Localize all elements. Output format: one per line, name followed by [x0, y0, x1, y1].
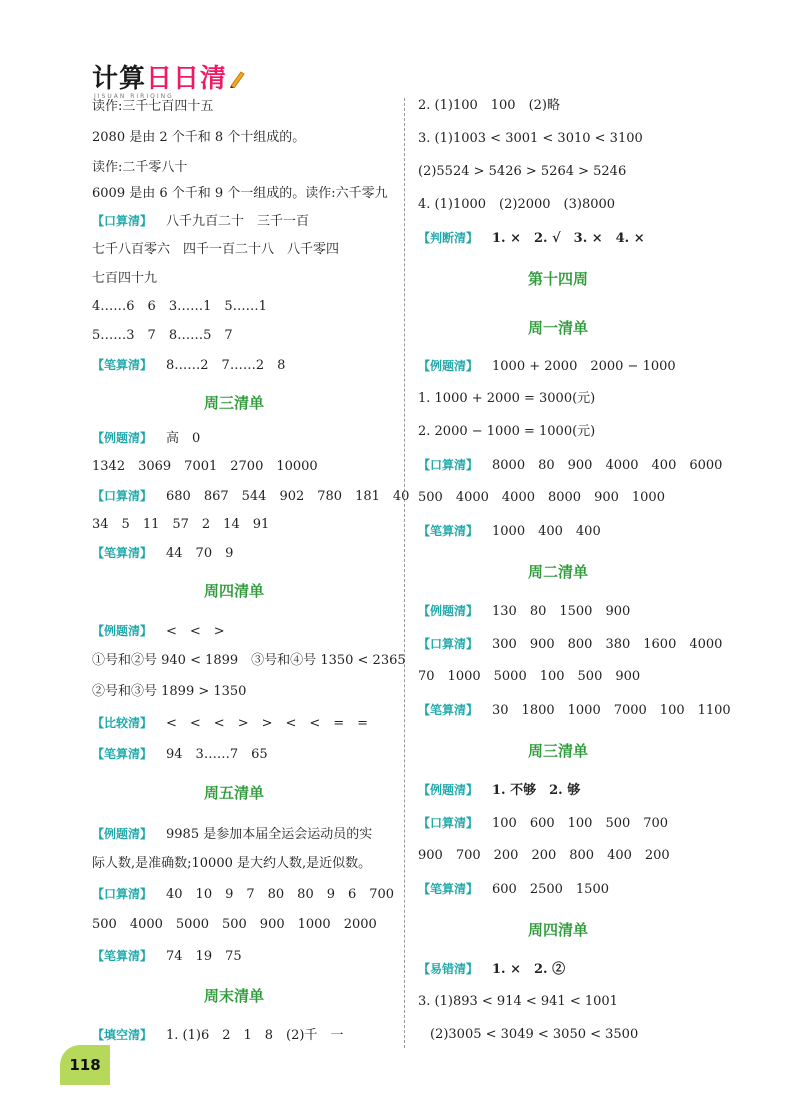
text-line: 【例题清】 130 80 1500 900	[418, 604, 631, 619]
text-line: 【口算清】 300 900 800 380 1600 4000	[418, 637, 723, 652]
heading-thursday: 周四清单	[204, 582, 265, 600]
text-line: 七千八百零六 四千一百二十八 八千零四	[92, 242, 340, 257]
text-line: 七百四十九	[92, 271, 158, 286]
text-line: 【例题清】 1000 + 2000 2000 − 1000	[418, 359, 676, 374]
pencil-icon	[229, 70, 245, 88]
text-line: 【笔算清】 8……2 7……2 8	[92, 358, 286, 373]
text-line: 【口算清】 100 600 100 500 700	[418, 816, 669, 831]
text-line: (2)3005 < 3049 < 3050 < 3500	[430, 1027, 639, 1042]
text-line: 900 700 200 200 800 400 200	[418, 848, 670, 863]
text-line: 2080 是由 2 个千和 8 个十组成的。	[92, 130, 306, 145]
section-tag: 【例题清】	[92, 431, 153, 445]
text-line: ①号和②号 940 < 1899 ③号和④号 1350 < 2365	[92, 653, 406, 668]
text-line: 2. 2000 − 1000 = 1000(元)	[418, 424, 596, 439]
text-line: 【易错清】 1. × 2. ②	[418, 962, 566, 977]
heading-weekend: 周末清单	[204, 987, 265, 1005]
text-line: 6009 是由 6 个千和 9 个一组成的。读作:六千零九	[92, 186, 388, 201]
column-divider	[404, 98, 405, 1048]
text-line: 70 1000 5000 100 500 900	[418, 669, 641, 684]
text-line: 5……3 7 8……5 7	[92, 328, 233, 343]
text-line: 读作:二千零八十	[92, 160, 188, 175]
text-line: 500 4000 5000 500 900 1000 2000	[92, 917, 377, 932]
text-line: 2. (1)100 100 (2)略	[418, 98, 560, 113]
text-line: 1. 1000 + 2000 = 3000(元)	[418, 391, 596, 406]
heading-monday: 周一清单	[528, 319, 589, 337]
section-tag: 【口算清】	[418, 458, 479, 472]
section-tag: 【口算清】	[92, 489, 153, 503]
text-line: 【笔算清】 600 2500 1500	[418, 882, 609, 897]
text-line: 【笔算清】 44 70 9	[92, 546, 234, 561]
text-line: ②号和③号 1899 > 1350	[92, 684, 247, 699]
heading-wednesday: 周三清单	[204, 394, 265, 412]
section-tag: 【口算清】	[418, 637, 479, 651]
text-line: 【例题清】 1. 不够 2. 够	[418, 783, 581, 798]
text-line: (2)5524 > 5426 > 5264 > 5246	[418, 164, 627, 179]
section-tag: 【口算清】	[92, 214, 153, 228]
heading-week-14: 第十四周	[528, 270, 589, 288]
text-line: 4……6 6 3……1 5……1	[92, 299, 267, 314]
page-number: 118	[60, 1045, 110, 1085]
text-line: 【笔算清】 74 19 75	[92, 949, 242, 964]
section-tag: 【口算清】	[92, 887, 153, 901]
section-tag: 【例题清】	[92, 827, 153, 841]
text-line: 【笔算清】 1000 400 400	[418, 524, 601, 539]
text-line: 3. (1)1003 < 3001 < 3010 < 3100	[418, 131, 643, 146]
text-line: 【例题清】 9985 是参加本届全运会运动员的实	[92, 827, 373, 842]
text-line: 【判断清】 1. × 2. √ 3. × 4. ×	[418, 231, 645, 246]
text-line: 际人数,是准确数;10000 是大约人数,是近似数。	[92, 856, 372, 871]
section-tag: 【易错清】	[418, 962, 479, 976]
section-tag: 【口算清】	[418, 816, 479, 830]
text-line: 1342 3069 7001 2700 10000	[92, 459, 318, 474]
text-line: 【例题清】 < < >	[92, 624, 225, 639]
text-line: 【口算清】 680 867 544 902 780 181 40	[92, 489, 410, 504]
heading-wednesday: 周三清单	[528, 742, 589, 760]
section-tag: 【笔算清】	[418, 524, 479, 538]
text-line: 3. (1)893 < 914 < 941 < 1001	[418, 994, 618, 1009]
heading-thursday: 周四清单	[528, 921, 589, 939]
section-tag: 【笔算清】	[418, 703, 479, 717]
section-tag: 【比较清】	[92, 716, 153, 730]
section-tag: 【笔算清】	[92, 546, 153, 560]
section-tag: 【笔算清】	[418, 882, 479, 896]
text-line: 【口算清】 40 10 9 7 80 80 9 6 700	[92, 887, 395, 902]
text-line: 500 4000 4000 8000 900 1000	[418, 490, 665, 505]
text-line: 【例题清】 高 0	[92, 431, 201, 446]
logo-subtitle: JISUAN RIRIQING	[94, 93, 174, 100]
text-line: 【填空清】 1. (1)6 2 1 8 (2)千 一	[92, 1028, 344, 1043]
section-tag: 【例题清】	[418, 359, 479, 373]
text-line: 34 5 11 57 2 14 91	[92, 517, 270, 532]
section-tag: 【例题清】	[92, 624, 153, 638]
section-tag: 【笔算清】	[92, 949, 153, 963]
text-line: 【口算清】 8000 80 900 4000 400 6000	[418, 458, 723, 473]
heading-friday: 周五清单	[204, 784, 265, 802]
section-tag: 【笔算清】	[92, 358, 153, 372]
section-tag: 【例题清】	[418, 604, 479, 618]
heading-tuesday: 周二清单	[528, 563, 589, 581]
text-line: 【口算清】 八千九百二十 三千一百	[92, 214, 310, 229]
text-line: 【笔算清】 30 1800 1000 7000 100 1100	[418, 703, 731, 718]
section-tag: 【例题清】	[418, 783, 479, 797]
text-line: 读作:三千七百四十五	[92, 99, 214, 114]
section-tag: 【笔算清】	[92, 747, 153, 761]
section-tag: 【填空清】	[92, 1028, 153, 1042]
text-line: 【笔算清】 94 3……7 65	[92, 747, 268, 762]
book-logo	[92, 62, 245, 94]
section-tag: 【判断清】	[418, 231, 479, 245]
text-line: 4. (1)1000 (2)2000 (3)8000	[418, 197, 616, 212]
text-line: 【比较清】 < < < > > < < = =	[92, 716, 369, 731]
logo-title: 计算日日清	[92, 64, 228, 94]
